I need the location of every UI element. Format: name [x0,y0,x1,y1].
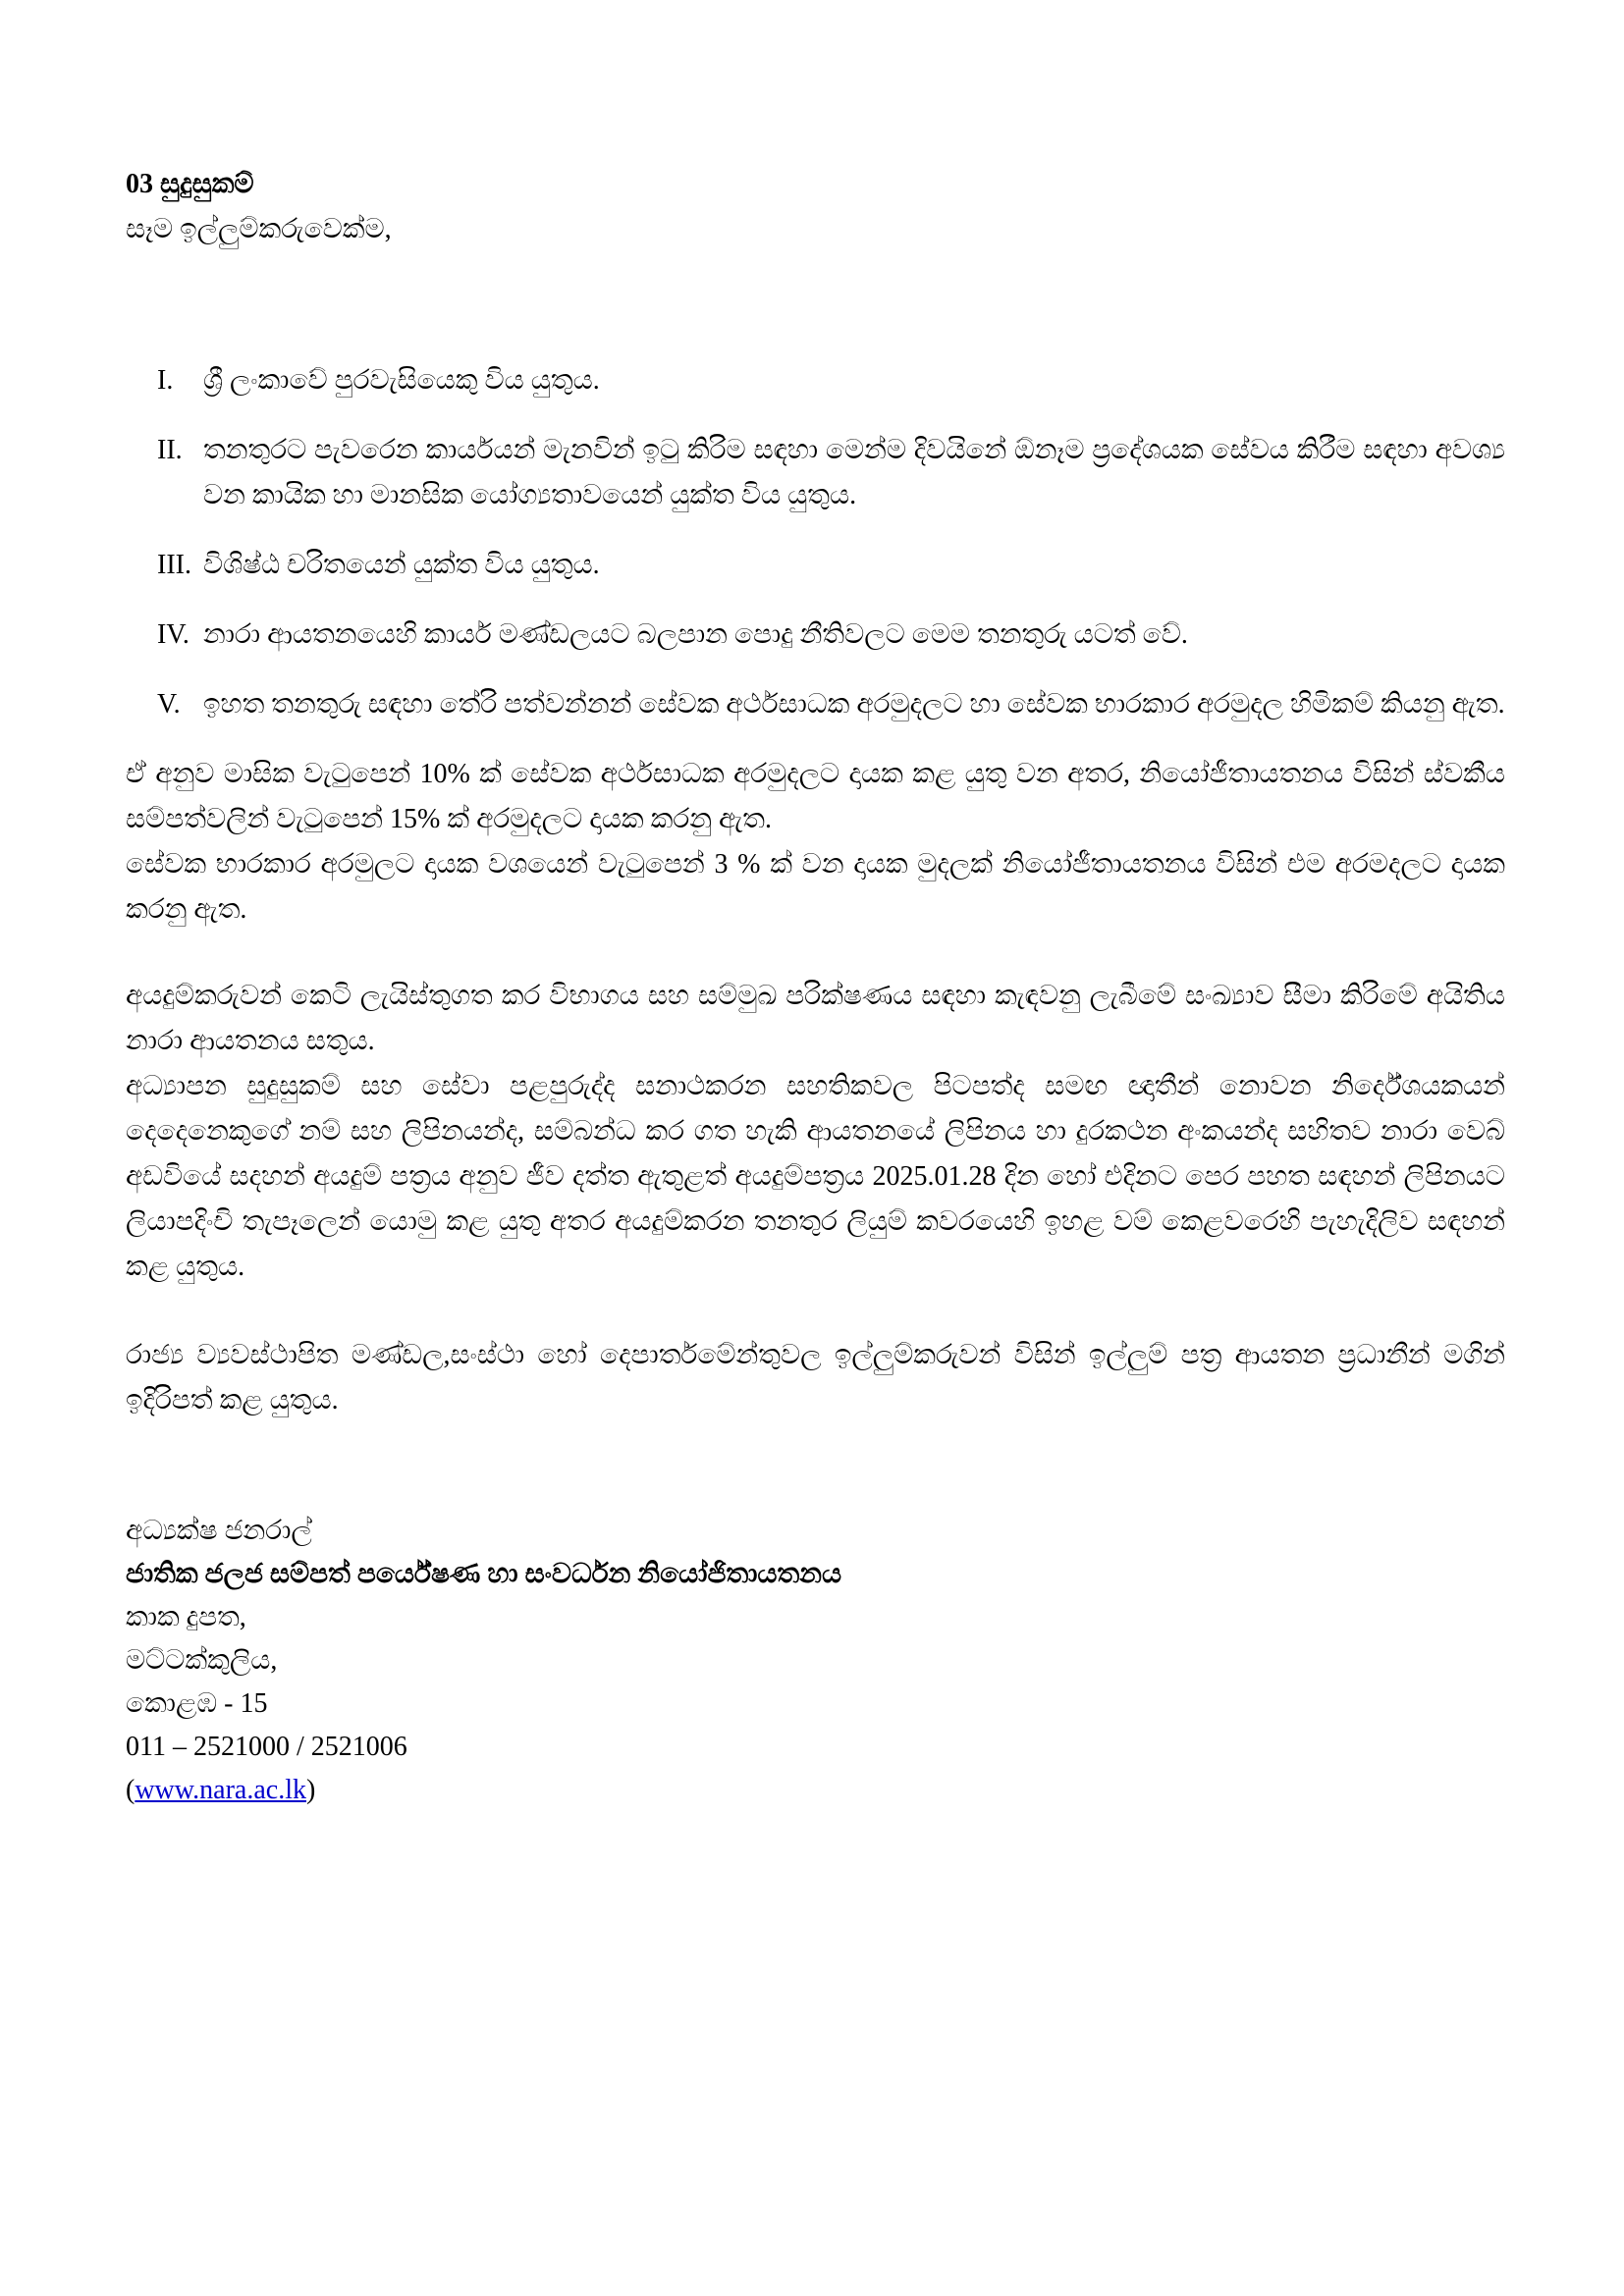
list-item-text: නාරා ආයතනයෙහි කාර්ය මණ්ඩලයට බලපාන පොදු නීතිවලට මෙම තනතුරු යටත් වේ. [203,619,1188,650]
website-paren-open: ( [126,1775,135,1805]
application-instructions-paragraph: අධ්‍යාපන සුදුසුකම් සහ සේවා පළපුරුද්ද සනාථකරන සහතිකවල පිටපත්ද සමඟ ඥාතීන් නොවන නිර්දේශයකයන් දෙදෙනෙකුගේ නම් සහ ලිපිනයන්ද, සම්බන්ධ කර ගත හැකි ආයතනයේ ලිපිනය හා දුරකථන අංකයන්ද සහිතව නාරා වෙබ් අඩවියේ සදහන් අයදුම් පත්‍රය අනුව ජීව දත්ත ඇතුළත් අයදුම්පත්‍රය 2025.01.28 දින හෝ එදිනට පෙර පහත සඳහන් ලිපිනයට ලියාපදිංචි තැපෑලෙන් යොමු කළ යුතු අතර අයදුම්කරන තනතුර ලියුම් කවරයෙහි ඉහළ වම් කෙළවරෙහි පැහැදිලිව සඳහන් කළ යුතුය. [126,1071,1505,1282]
list-item [157,543,1505,588]
etf-contribution-paragraph: සේවක භාරකාර අරමුලට දායක වශයෙන් වැටුපෙන් 3 % ක් වන දායක මුදලක් නියෝජීතායතනය විසින් එම අරමදලට දායක කරනු ඇත. [126,849,1505,925]
organization-name: ජාතික ජලජ සම්පත් පර්යේෂණ හා සංවර්ධන නියෝජිතායතනය [126,1559,842,1589]
list-item-text: තනතුරට පැවරෙන කාර්යයන් මැනවින් ඉටු කිරිම සඳහා මෙන්ම දිවයිනේ ඕනෑම ප්‍රදේශයක සේවය කිරීම සඳහා අවශ්‍ය වන කායික හා මානසික යෝග්‍යතාවයෙන් යුක්ත විය යුතුය. [203,435,1505,510]
list-item-text: විශිෂ්ඨ චරිතයෙන් යුක්ත විය යුතුය. [203,550,600,580]
list-item [157,613,1505,658]
salutation-line: සෑම ඉල්ලුම්කරුවෙක්ම, [126,214,392,244]
signature-block [126,1510,1505,1812]
list-item-numeral: IV. [157,619,189,650]
application-paragraph-group [126,974,1505,1290]
list-item-numeral: III. [157,550,191,580]
address-line: කොළඹ - 15 [126,1688,268,1719]
website-paren-close: ) [306,1775,316,1805]
list-item-numeral: V. [157,689,181,720]
list-item [157,358,1505,403]
signatory-title: අධ්‍යක්ෂ ජනරාල් [126,1516,312,1546]
website-line [126,1769,1505,1812]
contribution-paragraph-group [126,752,1505,933]
phone-numbers: 011 – 2521000 / 2521006 [126,1732,407,1762]
list-item-numeral: I. [157,365,174,396]
website-link[interactable]: www.nara.ac.lk [135,1775,306,1805]
list-item [157,428,1505,518]
list-item [157,682,1505,727]
qualifications-list [126,358,1505,727]
list-item-numeral: II. [157,435,183,465]
section-heading-qualifications: 03 සුදුසුකම් [126,169,254,199]
address-line: කාක දුපත, [126,1602,246,1632]
list-item-text: ඉහත තනතුරු සඳහා තේරි පත්වන්නන් සේවක අර්ථසාධක අරමුදලට හා සේවක භාරකාර අරමුදල හිමිකම් කියනු ඇත. [203,689,1505,720]
state-bodies-paragraph: රාජ්‍ය ව්‍යවස්ථාපිත මණ්ඩල,සංස්ථා හෝ දෙපාර්තමේන්තුවල ඉල්ලුම්කරුවන් විසින් ඉල්ලුම් පත්‍ර ආයතන ප්‍රධානීන් මගින් ඉදිරිපත් කළ යුතුය. [126,1340,1505,1415]
shortlisting-paragraph: අයදුම්කරුවන් කෙටි ලැයිස්තුගත කර විභාගය සහ සම්මුඛ පරික්ෂණය සඳහා කැඳවනු ලැබීමේ සංඛ්‍යාව සීමා කිරිමේ අයිතිය නාරා ආයතනය සතුය. [126,981,1505,1056]
address-line: මට්ටක්කුලිය, [126,1645,278,1676]
list-item-text: ශ්‍රී ලංකාවේ පුරවැසියෙකු විය යුතුය. [203,365,600,396]
epf-contribution-paragraph: ඒ අනුව මාසික වැටුපෙන් 10% ක් සේවක අර්ථසාධක අරමුදලට දායක කළ යුතු වන අතර, නියෝජීතායතනය විසින් ස්වකීය සම්පත්වලින් වැටුපෙන් 15% ක් අරමුදලට දායක කරනු ඇත. [126,759,1505,834]
